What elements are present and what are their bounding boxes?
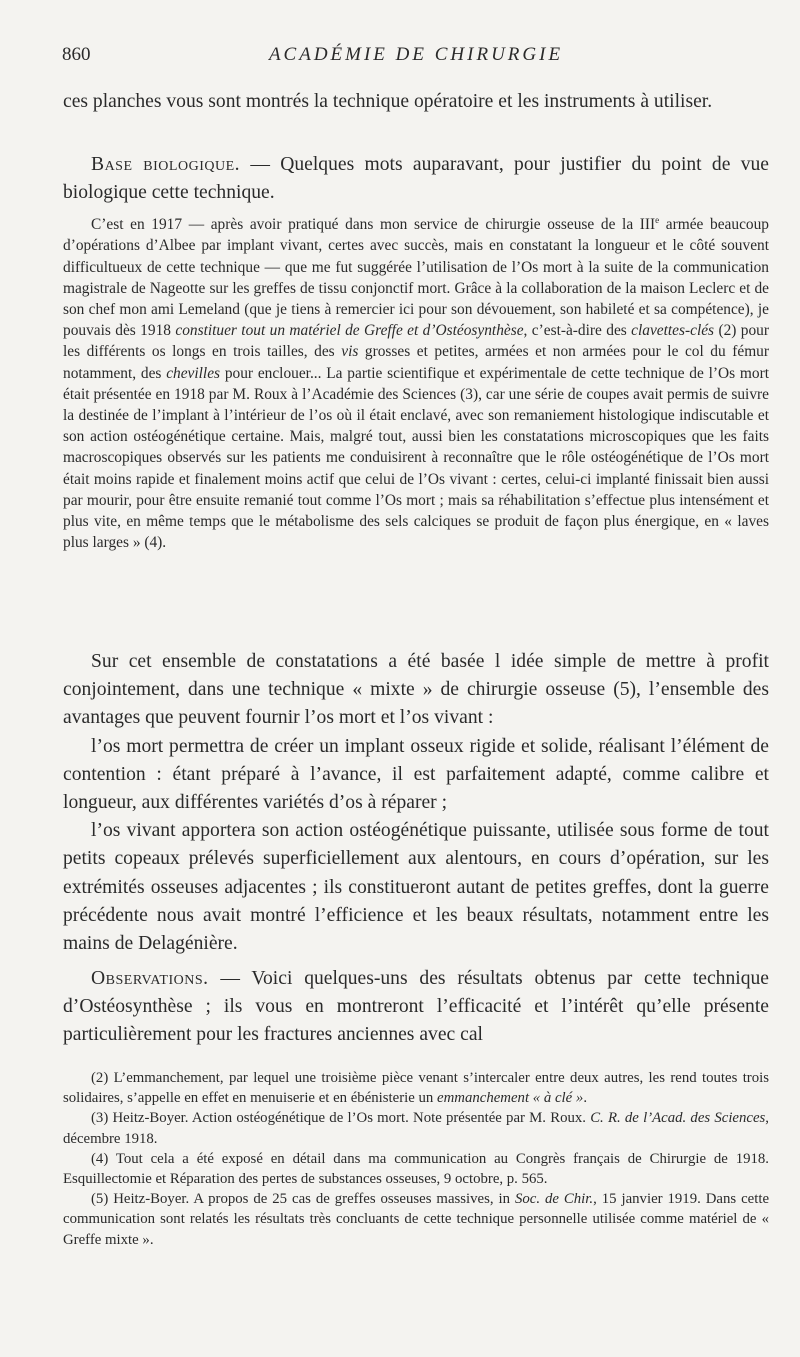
footnotes-block [63, 1068, 769, 1250]
footnote-5-end: , 15 janvier 1919. Dans cette communication sont relatés les résultats très concluants de cette technique personnelle utilisée comme matériel de « Greffe mixte ». [63, 1191, 770, 1248]
history-italic-1: constituer tout un matériel de Greffe et d’Ostéosynthèse [175, 322, 524, 340]
history-paragraph [63, 210, 769, 553]
footnote-5-italic: Soc. de Chir. [514, 1191, 594, 1208]
footnote-5 [63, 1189, 769, 1250]
footnote-3-text: (3) Heitz-Boyer. Action ostéogénétique de l’Os mort. Note présentée par M. Roux. [91, 1110, 591, 1127]
history-text-5: grosses et petites, armées et non armées pour le col du fémur notamment, des [63, 343, 769, 382]
footnote-2 [63, 1068, 769, 1108]
footnote-2-text: (2) L’emmanchement, par lequel une troisième pièce venant s’intercaler entre deux autres, les rend toutes trois solidaires, s’appelle en effet en menuiserie et en ébénisterie un [63, 1070, 769, 1107]
history-italic-3: vis [341, 343, 359, 361]
section-heading-observations: Observations. [91, 968, 209, 989]
footnote-3 [63, 1108, 769, 1148]
section-heading-base-biologique: Base biologique. [91, 154, 241, 175]
history-block [63, 210, 769, 553]
history-text-6: pour enclouer... La partie scientifique et expérimentale de cette technique de l’Os mort était présentée en 1918 par M. Roux à l’Académie des Sciences (3), car une série de coupes avait permis de suivre la destinée de l’implant à l’intérieur de l’os où il était enclavé, avec son remaniement histologique indiscutable et son action ostéogénétique certaine. Mais, malgré tout, aussi bien les constatations microscopiques que les faits macroscopiques observés sur les patients me conduisirent à reconnaître que le rôle ostéogénétique de l’Os mort était moins rapide et finalement moins actif que celui de l’Os vivant : certes, celui-ci implanté finissait bien aussi par mourir, pour être ensuite remanié tout comme l’Os mort ; mais sa réhabilitation s’effectue plus intensément et plus vite, en même temps que le métabolisme des sels calciques se produit de façon plus énergique, en « laves plus larges » (4). [63, 364, 769, 552]
observations-text: — Voici quelques-uns des résultats obtenus par cette technique d’Ostéosynthèse ; ils vous en montreront l’efficacité et l’intérêt qu’elle présente particulièrement pour les fractures anciennes avec cal [63, 968, 769, 1046]
running-title: ACADÉMIE DE CHIRURGIE [268, 44, 564, 65]
observations-paragraph [63, 965, 769, 1050]
page-number: 860 [62, 44, 91, 65]
footnote-2-end: . [583, 1090, 588, 1107]
os-vivant-paragraph: l’os vivant apportera son action ostéogénétique puissante, utilisée sous forme de tout petits copeaux prélevés superficiellement aux alentours, en cours d’opération, sur les extrémités osseuses adjacentes ; ils constitueront autant de petites greffes, dont la guerre précédente nous avait montré l’efficience et les beaux résultats, notamment entre les mains de Delagénière. [63, 820, 769, 955]
mixte-paragraph: Sur cet ensemble de constatations a été basée l idée simple de mettre à profit conjointement, dans une technique « mixte » de chirurgie osseuse (5), l’ensemble des avantages que peuvent fournir l’os mort et l’os vivant : [63, 651, 769, 729]
footnote-4: (4) Tout cela a été exposé en détail dans ma communication au Congrès français de Chirurgie de 1918. Esquillectomie et Réparation des pertes de substances osseuses, 9 octobre, p. 565. [63, 1150, 769, 1188]
history-italic-4: chevilles [166, 364, 221, 382]
base-biologique-text: — Quelques mots auparavant, pour justifier du point de vue biologique cette technique. [63, 154, 769, 204]
os-mort-paragraph: l’os mort permettra de créer un implant osseux rigide et solide, réalisant l’élément de contention : étant préparé à l’avance, il est parfaitement adapté, comme calibre et longueur, aux différentes variétés d’os à réparer ; [63, 735, 769, 814]
mixte-block [63, 648, 769, 958]
base-biologique-paragraph [63, 151, 769, 207]
footnote-3-end: , décembre 1918. [63, 1110, 769, 1147]
history-superscript: e [655, 215, 660, 225]
intro-paragraph: ces planches vous sont montrés la technique opératoire et les instruments à utiliser. [63, 91, 713, 112]
history-text-4: (2) pour les différents os longs en trois tailles, des [63, 322, 769, 361]
history-text-3: , c’est-à-dire des [523, 322, 632, 340]
footnote-5-text: (5) Heitz-Boyer. A propos de 25 cas de greffes osseuses massives, in [91, 1191, 515, 1208]
page-header [62, 44, 770, 70]
intro-block [63, 88, 769, 116]
footnote-2-italic: emmanchement « à clé » [437, 1090, 584, 1107]
history-text-2: armée beaucoup d’opérations d’Albee par implant vivant, certes avec succès, mais en constatant la longueur et le côté souvent difficultueux de cette technique — que me fut suggérée l’utilisation de l’Os mort à la suite de la communication magistrale de Nageotte sur les greffes de tissu conjonctif mort. Grâce à la collaboration de la maison Leclerc et de son chef mon ami Lemeland (que je tiens à remercier ici pour son dévouement, son habileté et sa compétence), je pouvais dès 1918 [63, 216, 769, 340]
footnote-3-italic: C. R. de l’Acad. des Sciences [590, 1110, 766, 1127]
base-biologique-block [63, 151, 769, 207]
observations-block [63, 965, 769, 1050]
history-italic-2: clavettes-clés [631, 322, 715, 340]
history-text-1: C’est en 1917 — après avoir pratiqué dans mon service de chirurgie osseuse de la III [91, 216, 656, 234]
